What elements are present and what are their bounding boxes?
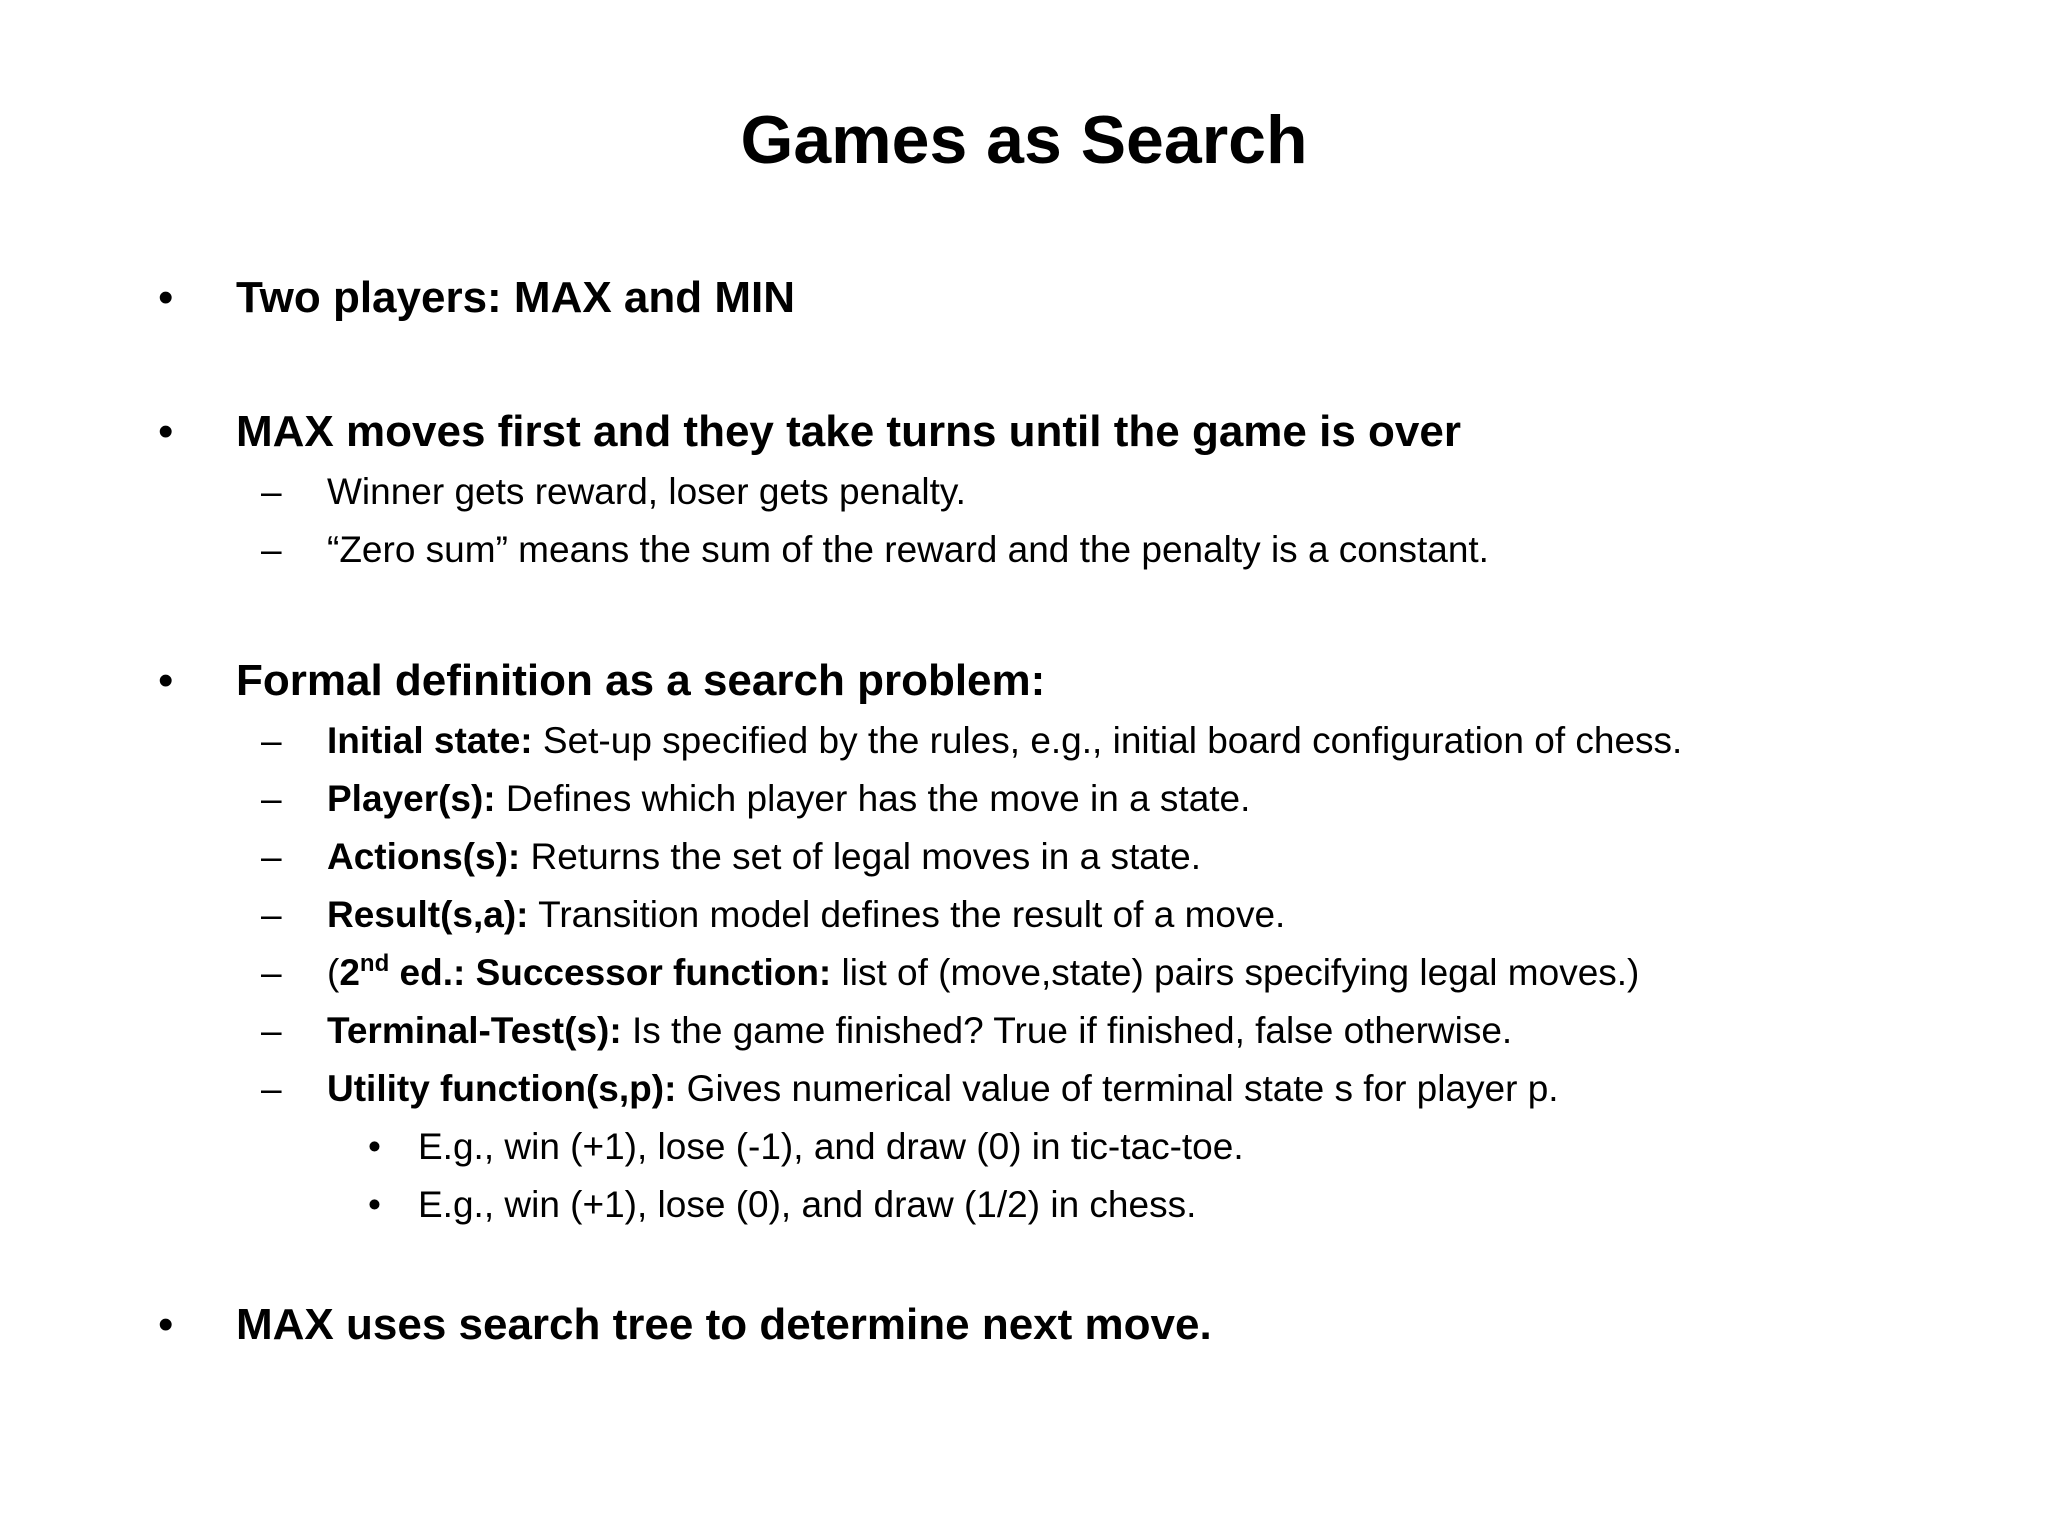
bullet-icon: • bbox=[158, 273, 174, 322]
bullet-icon: • bbox=[158, 407, 174, 456]
sub-item-text bbox=[327, 950, 1639, 996]
sub-item-text bbox=[327, 892, 1285, 938]
bullet-text: Two players: MAX and MIN bbox=[236, 273, 796, 322]
sub-item-text bbox=[327, 776, 1250, 822]
sub-item-text bbox=[327, 718, 1682, 764]
dash-icon: – bbox=[261, 1068, 282, 1109]
term-description: Transition model defines the result of a move. bbox=[528, 894, 1286, 935]
sub-sub-item-text: E.g., win (+1), lose (-1), and draw (0) in tic-tac-toe. bbox=[418, 1126, 1244, 1167]
dash-icon: – bbox=[261, 836, 282, 877]
term-description: Set-up specified by the rules, e.g., initial board configuration of chess. bbox=[532, 720, 1683, 761]
dash-icon: – bbox=[261, 894, 282, 935]
bullet-icon: • bbox=[158, 656, 174, 705]
term-description: list of (move,state) pairs specifying legal moves.) bbox=[831, 952, 1640, 993]
dash-icon: – bbox=[261, 529, 282, 570]
term-label: Player(s): bbox=[327, 778, 496, 819]
bullet-text: MAX moves first and they take turns until the game is over bbox=[236, 407, 1461, 456]
term-label: Utility function(s,p): bbox=[327, 1068, 677, 1109]
term-label: Actions(s): bbox=[327, 836, 521, 877]
bullet-icon: • bbox=[368, 1184, 381, 1225]
term-label: Initial state: bbox=[327, 720, 533, 761]
dash-icon: – bbox=[261, 778, 282, 819]
sub-sub-item-text: E.g., win (+1), lose (0), and draw (1/2) in chess. bbox=[418, 1184, 1197, 1225]
sub-item-text bbox=[327, 1008, 1512, 1054]
edition-number: 2 bbox=[339, 952, 360, 993]
term-description: Returns the set of legal moves in a state. bbox=[520, 836, 1201, 877]
bullet-text: MAX uses search tree to determine next move. bbox=[236, 1300, 1212, 1349]
sub-item-text: “Zero sum” means the sum of the reward and the penalty is a constant. bbox=[327, 529, 1489, 570]
term-description: Defines which player has the move in a state. bbox=[495, 778, 1251, 819]
dash-icon: – bbox=[261, 1010, 282, 1051]
dash-icon: – bbox=[261, 952, 282, 993]
dash-icon: – bbox=[261, 720, 282, 761]
term-label: ed.: Successor function: bbox=[389, 952, 832, 993]
bullet-icon: • bbox=[158, 1300, 174, 1349]
term-label: Terminal-Test(s): bbox=[327, 1010, 622, 1051]
sub-item-text bbox=[327, 1066, 1559, 1112]
term-description: Is the game finished? True if finished, false otherwise. bbox=[621, 1010, 1513, 1051]
open-paren: ( bbox=[327, 952, 340, 993]
bullet-text: Formal definition as a search problem: bbox=[236, 656, 1046, 705]
bullet-icon: • bbox=[368, 1126, 381, 1167]
dash-icon: – bbox=[261, 471, 282, 512]
slide-title: Games as Search bbox=[740, 102, 1308, 178]
term-description: Gives numerical value of terminal state s for player p. bbox=[676, 1068, 1559, 1109]
edition-superscript: nd bbox=[359, 950, 390, 977]
sub-item-text: Winner gets reward, loser gets penalty. bbox=[327, 471, 966, 512]
term-label: Result(s,a): bbox=[327, 894, 529, 935]
sub-item-text bbox=[327, 834, 1201, 880]
